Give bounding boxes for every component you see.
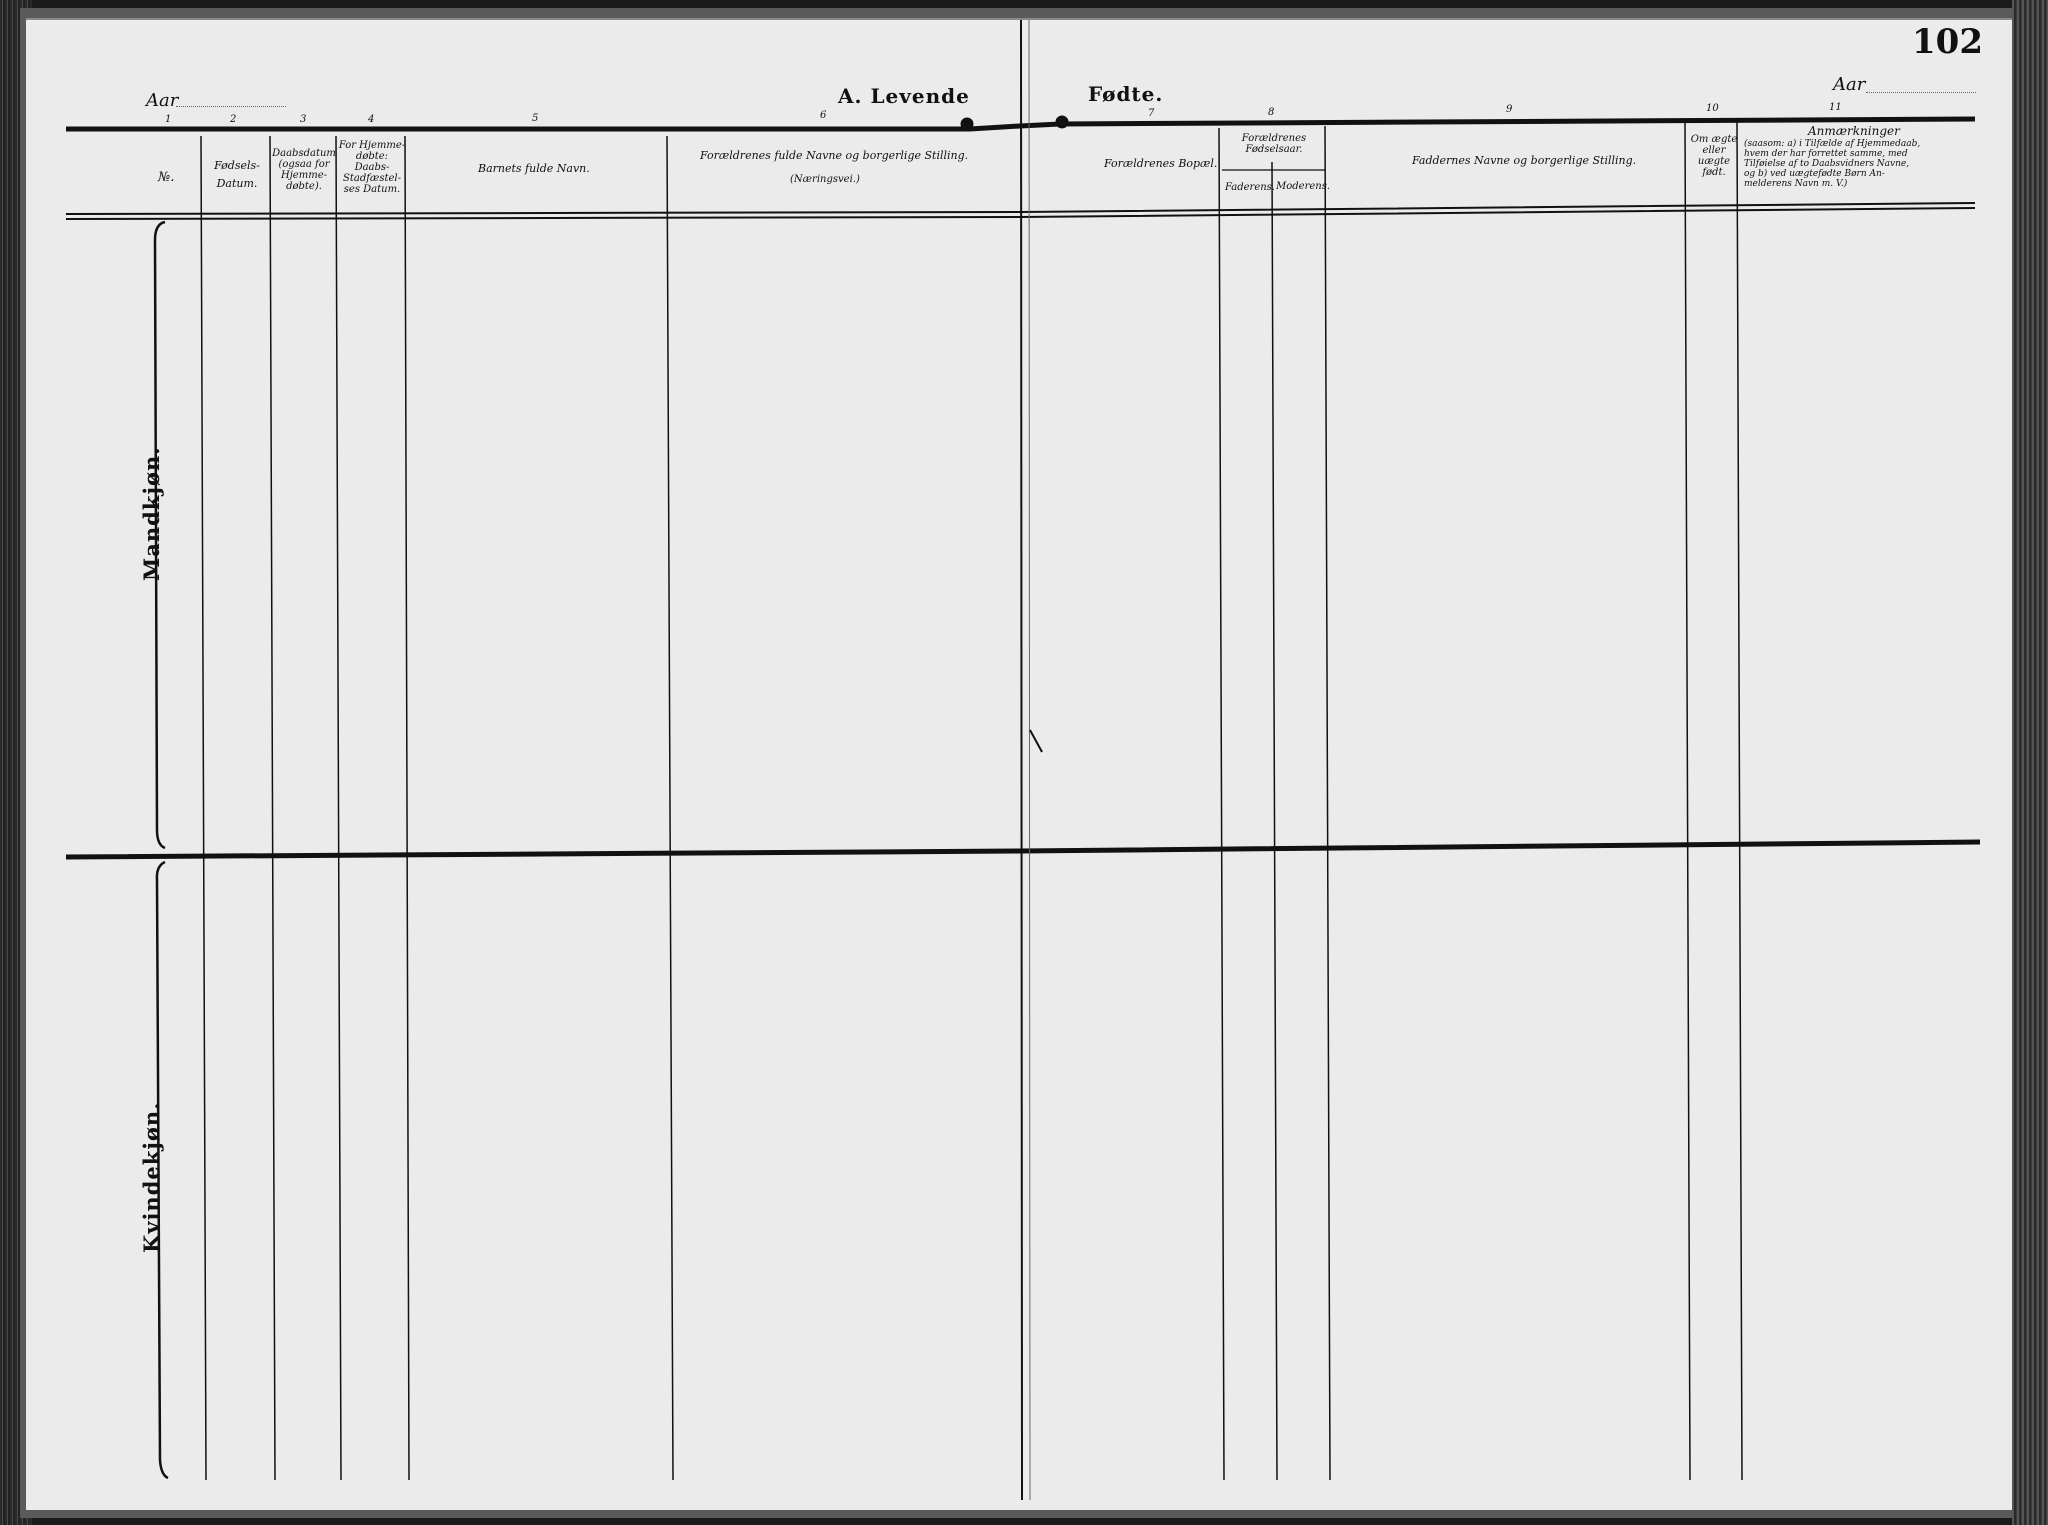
col-line-6 — [667, 136, 673, 1480]
section-label-male: Mandkjøn. — [139, 446, 164, 581]
col-line-3 — [270, 136, 275, 1480]
header-fodsels-datum: Fødsels- Datum. — [214, 159, 260, 190]
binding-ornament-right — [1056, 116, 1068, 128]
title-right: Fødte. — [1088, 82, 1164, 106]
aar-line-left — [176, 106, 286, 107]
gutter-line — [1021, 20, 1022, 1500]
col-num-7: 7 — [1148, 108, 1155, 119]
page-number: 102 — [1912, 22, 1983, 62]
col-num-8: 8 — [1268, 107, 1275, 118]
header-hjemmedobte: For Hjemme- døbte: Daabs- Stadfæstel- ses Datum. — [338, 140, 406, 195]
header-anmerkninger-body: (saasom: a) i Tilfælde af Hjemmedaab, hvem der har forrettet samme, med Tilføielse af to Daabsvidners Navne, og b) ved uægtefødte Børn An- melderens Navn m. V.) — [1744, 139, 1921, 189]
col-line-4 — [336, 136, 341, 1480]
header-daabsdatum: Daabsdatum (ogsaa for Hjemme- døbte). — [272, 148, 336, 192]
header-naeringsvei: (Næringsvei.) — [790, 174, 860, 185]
col-num-1: 1 — [165, 114, 172, 125]
col-line-11 — [1737, 122, 1742, 1480]
header-foreldrenes-bopael: Forældrenes Bopæl. — [1104, 157, 1218, 170]
section-label-female: Kvindekjøn. — [139, 1101, 164, 1253]
col-line-8b — [1325, 126, 1330, 1480]
header-barnets-navn: Barnets fulde Navn. — [478, 162, 590, 175]
header-faddernes: Faddernes Navne og borgerlige Stilling. — [1412, 154, 1637, 167]
section-divider — [66, 842, 1980, 857]
header-foreldrenes-navn: Forældrenes fulde Navne og borgerlige Stilling. — [700, 149, 969, 162]
header-moderens: Moderens. — [1276, 181, 1331, 192]
header-faderens: Faderens. — [1225, 182, 1275, 193]
col-line-10 — [1685, 122, 1690, 1480]
col-num-2: 2 — [230, 114, 237, 125]
col-line-5 — [405, 136, 409, 1480]
col-num-5: 5 — [532, 113, 539, 124]
col-num-9: 9 — [1506, 104, 1513, 115]
binding-ornament-left — [961, 118, 973, 130]
header-fodselsaar: Forældrenes Fødselsaar. — [1241, 133, 1307, 155]
col-num-6: 6 — [820, 110, 827, 121]
header-nr: №. — [158, 170, 175, 185]
title-left: A. Levende — [838, 84, 970, 108]
header-aegte: Om ægte eller uægte født. — [1690, 134, 1738, 178]
col-num-3: 3 — [300, 114, 307, 125]
col-num-11: 11 — [1829, 102, 1842, 113]
col-num-4: 4 — [368, 114, 375, 125]
aar-label-right: Aar — [1833, 74, 1866, 95]
col-num-10: 10 — [1706, 103, 1719, 114]
col-line-2 — [201, 136, 206, 1480]
header-anmerkninger-title: Anmærkninger — [1808, 124, 1900, 138]
aar-line-right — [1866, 92, 1976, 93]
col-line-8a — [1272, 162, 1277, 1480]
col-line-7 — [1219, 128, 1224, 1480]
aar-label-left: Aar — [146, 90, 179, 111]
